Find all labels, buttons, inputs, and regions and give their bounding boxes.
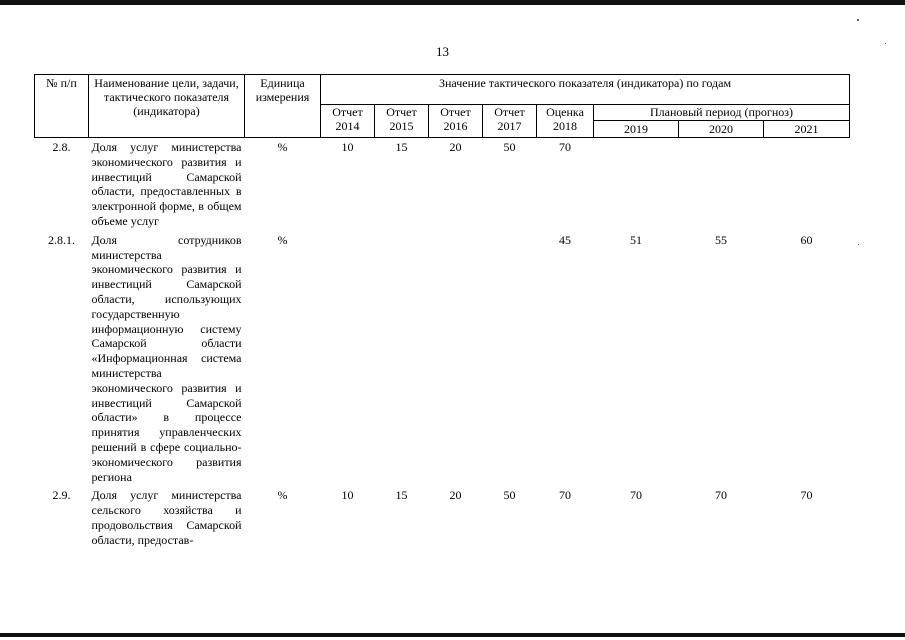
indicator-name: Доля сотрудников министерства экономического развития и инвестиций Самарской области, использующих государственную информационную систему Самарской области «Информационная система министерства экономического развития и инвестиций Самарской области» в процессе принятия управленческих решений в сфере социально-экономического развития региона: [91, 232, 242, 484]
indicator-table: [34, 74, 850, 548]
page-top-border: [0, 0, 905, 5]
page-bottom-border: [0, 633, 905, 637]
row-number: 2.8.: [52, 140, 71, 154]
value-cell: 20: [449, 488, 462, 503]
value-cell: 70: [800, 488, 813, 503]
header-plan-period: Плановый период (прогноз): [594, 105, 850, 121]
unit-cell: %: [277, 232, 288, 247]
row-number: 2.9.: [52, 488, 71, 503]
value-cell: [679, 138, 764, 231]
value-cell: 51: [630, 232, 642, 247]
table-row: [35, 138, 850, 231]
header-year-2014: Отчет 2014: [321, 105, 375, 138]
header-year-2019: 2019: [594, 121, 679, 138]
value-cell: 60: [800, 232, 813, 247]
value-cell: [594, 138, 679, 231]
scan-speck: [885, 43, 886, 44]
header-year-2018: Оценка 2018: [537, 105, 594, 138]
value-cell: 55: [715, 232, 727, 247]
value-cell: [375, 231, 429, 487]
value-cell: 70: [630, 488, 642, 503]
value-cell: [764, 138, 850, 231]
value-cell: 15: [395, 140, 408, 154]
value-cell: 15: [395, 488, 408, 503]
value-cell: 70: [715, 488, 727, 503]
value-cell: 70: [559, 140, 571, 154]
value-cell: 10: [341, 488, 354, 503]
value-cell: 10: [341, 140, 354, 154]
indicator-name: Доля услуг министерства сельского хозяйства и продовольствия Самарской области, предостав-: [91, 488, 242, 547]
row-number: 2.8.1.: [48, 232, 75, 247]
header-year-2020: 2020: [679, 121, 764, 138]
scan-speck: [858, 244, 859, 245]
header-values: Значение тактического показателя (индикатора) по годам: [321, 75, 850, 105]
table-row: [35, 486, 850, 547]
scan-speck: [857, 19, 859, 21]
header-year-2021: 2021: [764, 121, 850, 138]
value-cell: [483, 231, 537, 487]
unit-cell: %: [277, 140, 288, 154]
table-row: [35, 231, 850, 487]
header-year-2015: Отчет 2015: [375, 105, 429, 138]
value-cell: 45: [559, 232, 571, 247]
value-cell: 50: [503, 488, 516, 503]
unit-cell: %: [277, 488, 288, 503]
header-name: Наименование цели, задачи, тактического показателя (индикатора): [89, 75, 245, 138]
value-cell: 50: [503, 140, 516, 154]
page-number: 13: [436, 44, 449, 59]
header-num: № п/п: [35, 75, 89, 138]
header-year-2017: Отчет 2017: [483, 105, 537, 138]
value-cell: 70: [559, 488, 571, 503]
value-cell: [429, 231, 483, 487]
value-cell: [321, 231, 375, 487]
header-unit: Единица измерения: [245, 75, 321, 138]
indicator-name: Доля услуг министерства экономического развития и инвестиций Самарской области, предоставленных в электронной форме, в общем объеме услуг: [91, 140, 242, 228]
value-cell: 20: [449, 140, 462, 154]
header-year-2016: Отчет 2016: [429, 105, 483, 138]
